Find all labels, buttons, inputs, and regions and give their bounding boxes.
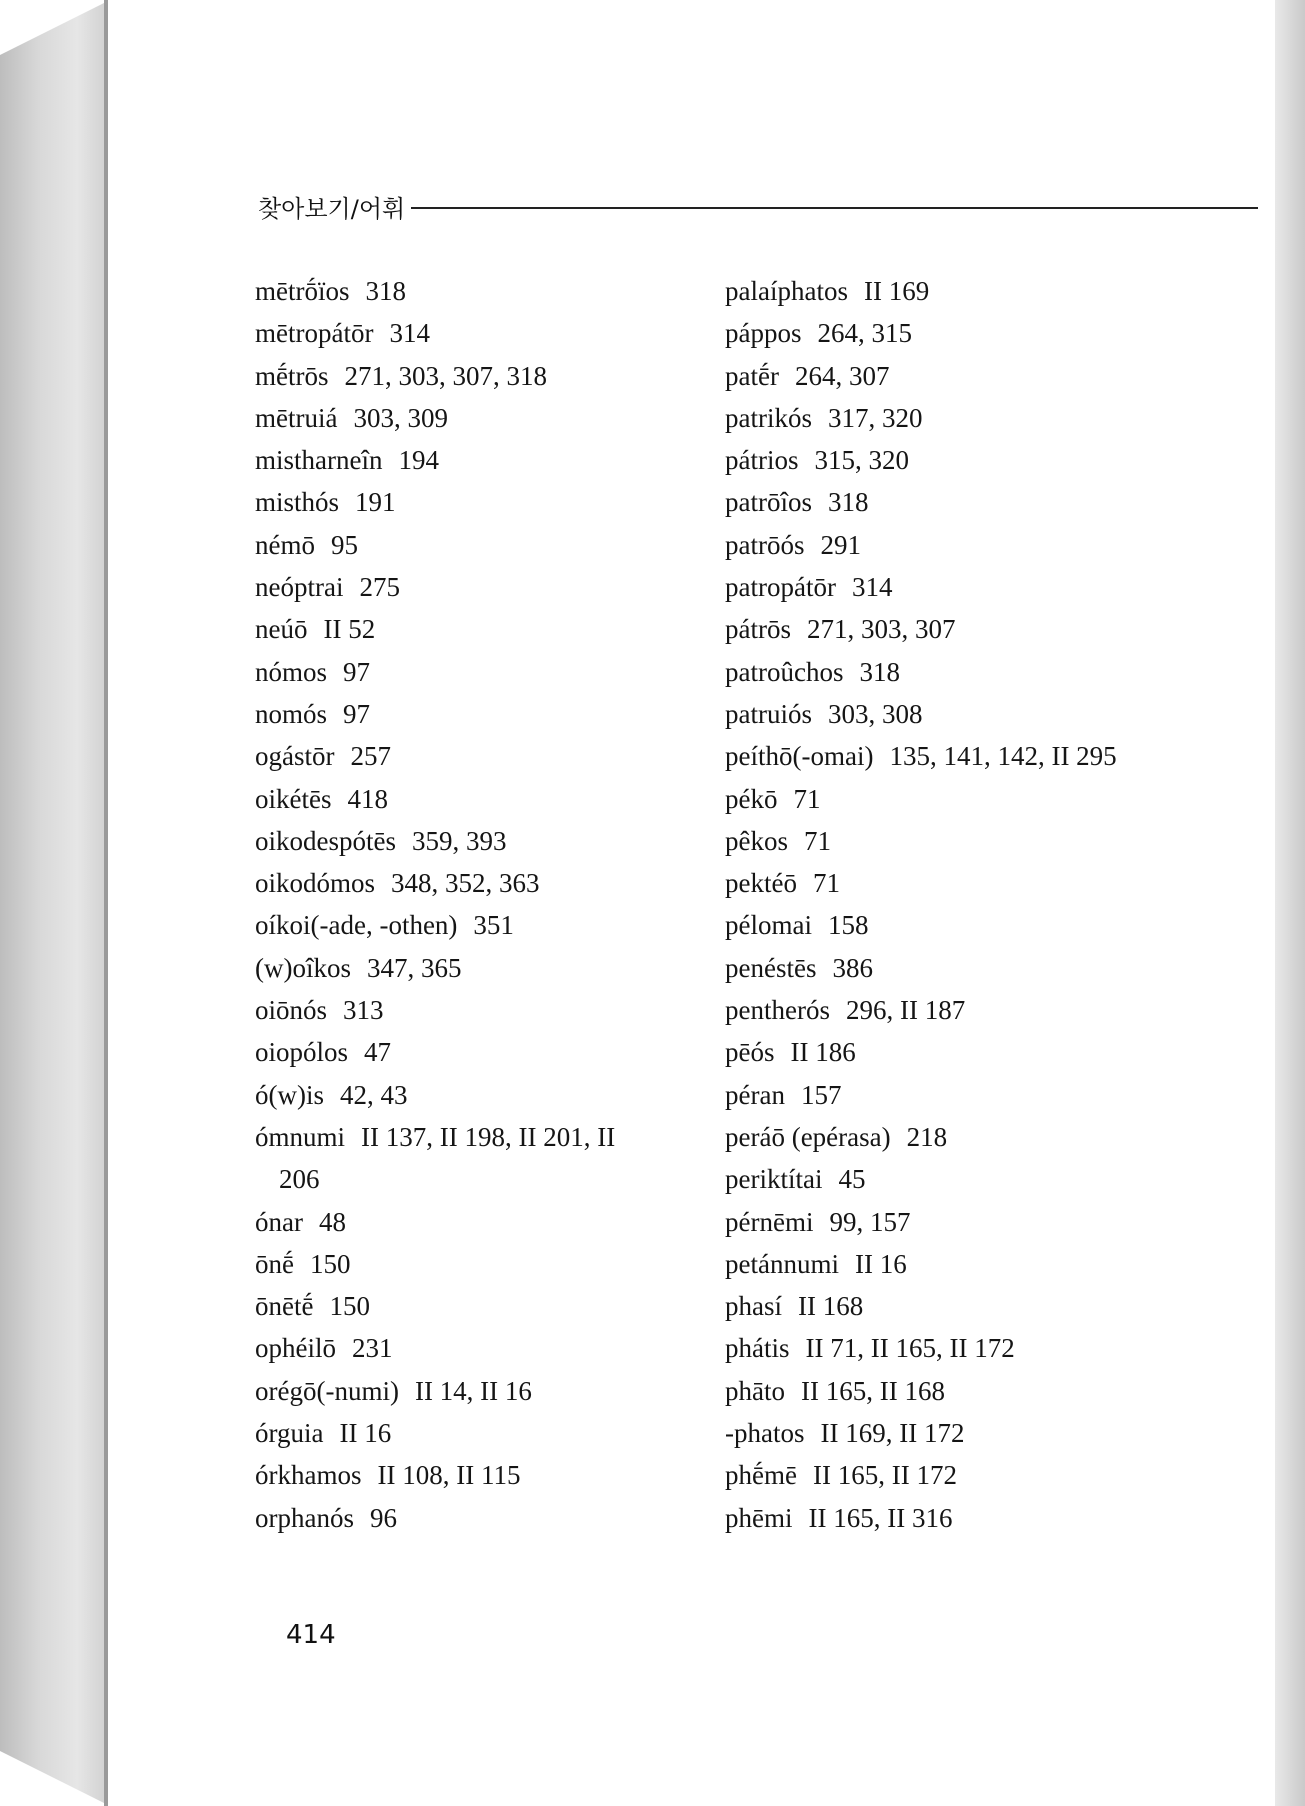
entry-term: pêkos [725,825,788,856]
entry-page-refs: II 16 [854,1248,907,1279]
index-entry [255,904,715,946]
entry-page-refs: II 16 [339,1418,392,1449]
entry-term: oiopólos [255,1037,349,1068]
index-entry [255,355,715,397]
index-entry [255,778,715,820]
index-entry [725,270,1185,312]
entry-page-refs: 303, 309 [353,402,448,433]
entry-page-refs: 296, II 187 [845,995,966,1026]
entry-page-refs: 48 [318,1206,346,1237]
index-entry [255,1074,715,1116]
index-entry [725,1243,1185,1285]
book-spine [0,0,110,1806]
index-entry [725,651,1185,693]
entry-term: oiōnós [255,995,328,1026]
index-entry [255,312,715,354]
index-entry [725,1116,1185,1158]
entry-term: nomós [255,698,328,729]
index-entry [255,1243,715,1285]
index-entry [725,439,1185,481]
entry-page-refs: II 169 [863,276,930,306]
entry-term: misthós [255,487,340,518]
entry-term: nómos [255,656,328,687]
entry-term: oíkoi(-ade, -othen) [255,910,458,941]
entry-term: orphanós [255,1502,354,1533]
index-entry [255,989,715,1031]
entry-page-refs: 303, 308 [828,698,923,729]
entry-page-refs: 42, 43 [340,1079,408,1110]
entry-term: ómnumi [255,1121,346,1152]
index-entry [725,989,1185,1031]
entry-page-refs: 71 [793,783,821,814]
entry-term: patropátōr [725,572,836,603]
entry-page-refs: 71 [812,868,840,899]
entry-term: pékō [725,783,778,814]
index-entry [725,397,1185,439]
index-entry [725,481,1185,523]
running-header [258,186,1258,226]
index-entry [725,947,1185,989]
entry-term: ónar [255,1206,303,1237]
header-label: 찾아보기/어휘 [258,194,406,223]
entry-page-refs: 71 [804,825,831,856]
entry-term: petánnumi [725,1248,839,1279]
index-entry [255,693,715,735]
entry-page-refs: II 165, II 168 [801,1375,945,1406]
entry-term: penéstēs [725,952,817,983]
entry-term: phasí [725,1291,782,1322]
entry-page-refs: 271, 303, 307 [806,614,956,645]
entry-page-refs: II 108, II 115 [377,1460,521,1491]
index-entry [255,1116,715,1201]
index-entry [255,862,715,904]
entry-term: pátrios [725,445,799,476]
index-entry [255,566,715,608]
entry-page-refs: 275 [359,572,400,603]
entry-page-refs: II 165, II 316 [808,1502,953,1533]
entry-page-refs: 348, 352, 363 [391,868,540,899]
index-entry [255,1497,715,1539]
entry-term: phátis [725,1333,790,1364]
entry-page-refs: 99, 157 [829,1206,911,1237]
entry-term: órguia [255,1418,324,1449]
index-entry [255,1201,715,1243]
entry-page-refs: 135, 141, 142, II 295 [889,741,1117,772]
entry-term: ophéilō [255,1333,336,1364]
index-entry [725,1327,1185,1369]
index-entry [725,735,1185,777]
index-entry [725,904,1185,946]
index-entry [725,1370,1185,1412]
entry-term: orégō(-numi) [255,1375,399,1406]
page-right-edge [1275,0,1305,1806]
entry-page-refs: 264, 307 [794,360,890,391]
index-entry [255,608,715,650]
entry-term: oikétēs [255,783,332,814]
index-entry [255,1031,715,1073]
index-entry [725,1412,1185,1454]
entry-page-refs: 150 [329,1291,370,1322]
index-column-left [255,270,715,1539]
entry-term: patrōîos [725,487,812,518]
entry-page-refs: 257 [350,741,391,772]
entry-page-refs: 47 [364,1037,392,1068]
index-entry [725,566,1185,608]
entry-term: oikodespótēs [255,825,396,856]
index-entry [725,312,1185,354]
entry-term: patḗr [725,360,779,391]
index-entry [725,1497,1185,1539]
entry-term: peráō (epérasa) [725,1121,891,1152]
entry-page-refs: 314 [851,572,893,603]
index-entry [255,820,715,862]
index-entry [255,439,715,481]
entry-term: neúō [255,614,308,645]
entry-page-refs: 231 [352,1333,393,1364]
entry-term: mētropátōr [255,318,374,349]
entry-term: peíthō(-omai) [725,741,874,772]
index-entry [255,651,715,693]
entry-page-refs: II 14, II 16 [414,1375,532,1406]
entry-term: mētrṓïos [255,276,350,306]
entry-term: pérnēmi [725,1206,814,1237]
entry-page-refs: 218 [906,1121,948,1152]
entry-page-refs: 418 [347,783,388,814]
entry-term: pátrōs [725,614,791,645]
entry-page-refs: II 186 [790,1037,856,1068]
entry-term: phḗmē [725,1460,797,1491]
entry-page-refs: 158 [827,910,869,941]
index-entry [725,820,1185,862]
index-entry [255,947,715,989]
entry-term: pektéō [725,868,797,899]
entry-page-refs: 157 [800,1079,842,1110]
entry-page-refs: 291 [820,529,861,560]
entry-term: patroûchos [725,656,844,687]
index-entry [725,693,1185,735]
entry-term: mistharneîn [255,445,383,476]
entry-term: páppos [725,318,802,349]
index-entry [725,1454,1185,1496]
entry-page-refs: 271, 303, 307, 318 [344,360,547,391]
index-entry [725,1031,1185,1073]
index-entry [255,1327,715,1369]
entry-term: pélomai [725,910,812,941]
entry-page-refs: 315, 320 [814,445,909,476]
entry-page-refs: 386 [832,952,873,983]
book-page [108,0,1275,1806]
entry-page-refs: 264, 315 [817,318,912,349]
entry-term: palaíphatos [725,276,848,306]
index-entry [725,1285,1185,1327]
entry-term: pentherós [725,995,830,1026]
index-entry [255,270,715,312]
entry-term: -phatos [725,1418,805,1449]
entry-term: oikodómos [255,868,376,899]
index-entry [725,608,1185,650]
entry-page-refs: 194 [398,445,439,476]
entry-term: phēmi [725,1502,793,1533]
index-entry [255,397,715,439]
entry-page-refs: II 137, II 198, II 201, II [361,1121,616,1152]
entry-term: mḗtrōs [255,360,329,391]
entry-page-refs: 97 [343,656,371,687]
index-entry [725,524,1185,566]
entry-term: periktítai [725,1164,823,1195]
entry-term: (w)oîkos [255,952,351,983]
entry-page-refs: 313 [343,995,384,1026]
entry-page-refs: 97 [343,698,371,729]
entry-page-refs: 45 [838,1164,866,1195]
entry-page-refs: II 165, II 172 [812,1460,957,1491]
index-entry [725,355,1185,397]
entry-page-refs: 191 [355,487,396,518]
index-entry [255,1285,715,1327]
entry-page-refs: 318 [859,656,900,687]
entry-term: ogástōr [255,741,335,772]
entry-page-refs: 318 [828,487,869,518]
page-number: 414 [286,1620,336,1650]
entry-page-refs: II 52 [323,614,376,645]
entry-term: némō [255,529,315,560]
index-entry [725,1201,1185,1243]
entry-page-refs: II 169, II 172 [820,1418,965,1449]
entry-term: péran [725,1079,785,1110]
entry-page-refs: 314 [389,318,430,349]
entry-page-refs: II 71, II 165, II 172 [805,1333,1015,1364]
entry-term: patrōós [725,529,805,560]
entry-term: pēós [725,1037,775,1068]
entry-term: ó(w)is [255,1079,324,1110]
entry-term: mētruiá [255,402,338,433]
header-rule [411,207,1258,209]
entry-term: órkhamos [255,1460,362,1491]
entry-term: neóptrai [255,572,344,603]
index-entry [725,778,1185,820]
entry-term: ōnētḗ [255,1291,314,1322]
entry-page-refs: 359, 393 [412,825,507,856]
entry-page-refs: 347, 365 [367,952,462,983]
index-entry [255,1412,715,1454]
entry-page-refs: 96 [369,1502,397,1533]
entry-page-refs-continued: 206 [279,1164,320,1195]
entry-term: phāto [725,1375,785,1406]
entry-term: patrikós [725,402,812,433]
entry-term: patruiós [725,698,812,729]
index-entry [255,1454,715,1496]
index-entry [255,524,715,566]
entry-page-refs: 351 [473,910,514,941]
entry-page-refs: II 168 [798,1291,864,1322]
index-entry [725,1158,1185,1200]
entry-page-refs: 150 [309,1248,351,1279]
entry-term: ōnḗ [255,1248,294,1279]
index-entry [255,1370,715,1412]
entry-page-refs: 318 [365,276,406,306]
entry-page-refs: 95 [331,529,358,560]
index-entry [725,1074,1185,1116]
index-entry [255,481,715,523]
index-entry [255,735,715,777]
index-column-right [725,270,1185,1539]
index-entry [725,862,1185,904]
entry-page-refs: 317, 320 [828,402,923,433]
